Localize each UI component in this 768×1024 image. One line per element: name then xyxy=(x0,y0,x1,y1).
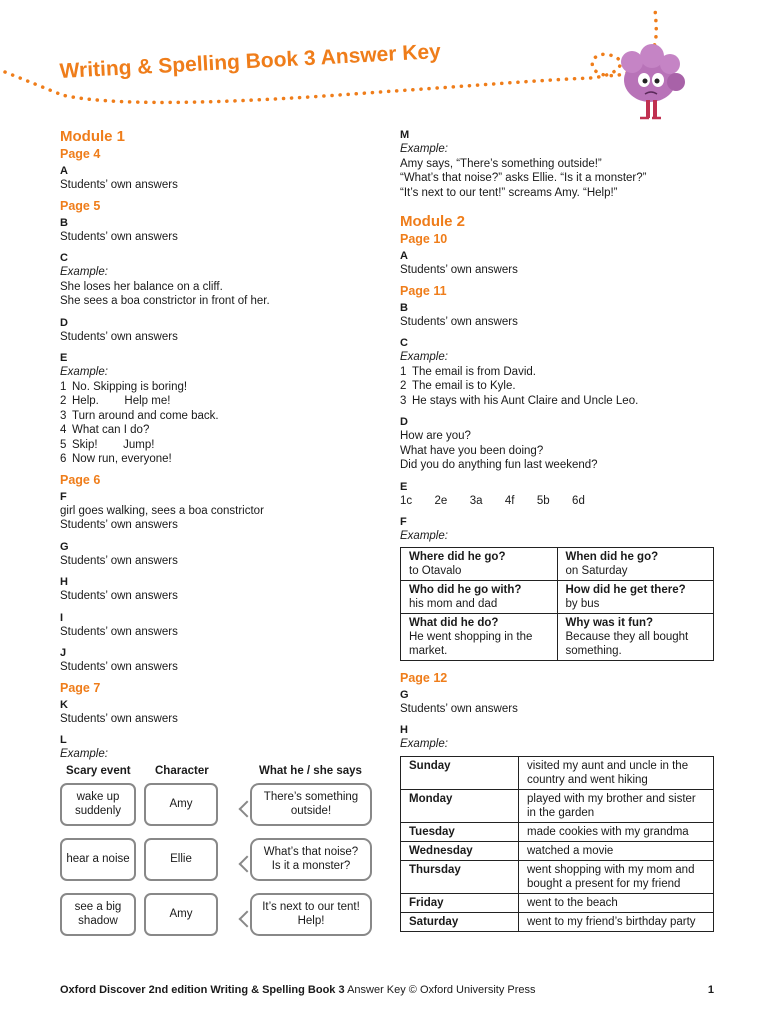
page-heading: Page 5 xyxy=(60,198,101,213)
character-box: Ellie xyxy=(144,838,218,881)
exercise-letter: M xyxy=(400,129,410,141)
numbered-item xyxy=(60,452,390,467)
item-number: 2 xyxy=(60,395,67,407)
item-number: 5 xyxy=(60,438,67,451)
answer-text: Students’ own answers xyxy=(60,179,178,191)
item-text: Now run, everyone! xyxy=(72,453,172,465)
day-cell: Friday xyxy=(401,893,519,912)
cell-answer: Because they all bought something. xyxy=(565,630,689,657)
cell-answer: his mom and dad xyxy=(409,597,498,610)
exercise-letter: G xyxy=(400,688,409,701)
question-answer-table xyxy=(400,547,714,661)
exercise-letter: F xyxy=(400,516,407,528)
answer-text: Students’ own answers xyxy=(400,315,518,328)
story-diagram xyxy=(60,764,380,940)
item-number: 3 xyxy=(60,409,67,422)
exercise-letter: G xyxy=(60,540,69,553)
speech-bubble: It’s next to our tent! Help! xyxy=(250,893,372,936)
exercise-letter: F xyxy=(60,490,67,503)
page-footer xyxy=(60,983,714,997)
answer-h xyxy=(400,723,730,932)
item-text: What can I do? xyxy=(72,424,150,436)
footer-brand: Oxford Discover 2nd edition Writing & Spelling Book 3 xyxy=(60,984,345,996)
item-text: He stays with his Aunt Claire and Uncle Leo. xyxy=(412,394,639,407)
purple-mascot-icon xyxy=(621,44,685,118)
left-column xyxy=(60,128,390,940)
answer-text: Students’ own answers xyxy=(60,554,178,567)
answer-a xyxy=(60,164,390,193)
event-box: see a big shadow xyxy=(60,893,136,936)
footer-credit: Answer Key © Oxford University Press xyxy=(347,984,536,996)
exercise-letter: L xyxy=(60,734,67,746)
exercise-letter: D xyxy=(60,316,68,329)
day-cell: Wednesday xyxy=(401,841,519,860)
example-label: Example: xyxy=(60,266,108,278)
table-row xyxy=(401,580,714,613)
answer-e xyxy=(400,480,730,509)
table-row xyxy=(401,822,714,841)
cell-answer: He went shopping in the market. xyxy=(409,630,533,657)
day-cell: Thursday xyxy=(401,860,519,893)
example-label: Example: xyxy=(60,366,108,378)
numbered-item xyxy=(60,380,390,395)
answer-g xyxy=(60,540,390,569)
numbered-item xyxy=(400,365,730,380)
activity-cell: visited my aunt and uncle in the country and went hiking xyxy=(519,756,714,789)
answer-i xyxy=(60,611,390,640)
example-label: Example: xyxy=(60,748,108,760)
activity-cell: went to my friend’s birthday party xyxy=(519,912,714,931)
exercise-letter: A xyxy=(400,250,408,262)
item-text: The email is from David. xyxy=(412,365,536,378)
answer-c xyxy=(60,251,390,309)
numbered-item xyxy=(400,394,730,409)
answer-text: Students’ own answers xyxy=(60,625,178,638)
answer-text: Students’ own answers xyxy=(60,661,178,673)
cell-answer: to Otavalo xyxy=(409,564,462,577)
event-box: wake up suddenly xyxy=(60,783,136,826)
cell-answer: by bus xyxy=(565,597,600,610)
item-text: No. Skipping is boring! xyxy=(72,380,188,393)
page-title: Writing & Spelling Book 3 Answer Key xyxy=(59,40,442,83)
table-row xyxy=(401,613,714,660)
activity-cell: played with my brother and sister in the garden xyxy=(519,789,714,822)
table-row xyxy=(401,912,714,931)
numbered-item xyxy=(60,394,390,409)
table-row xyxy=(401,841,714,860)
answer-text: Students’ own answers xyxy=(60,712,178,725)
example-label: Example: xyxy=(400,738,448,750)
exercise-letter: E xyxy=(400,480,408,493)
item-number: 2 xyxy=(400,380,407,392)
exercise-letter: C xyxy=(60,252,68,264)
week-table xyxy=(400,756,714,932)
diagram-header-says: What he / she says xyxy=(259,764,362,777)
cell-question: Where did he go? xyxy=(409,550,506,563)
item-text: Help. Help me! xyxy=(72,395,171,407)
answer-f xyxy=(400,515,730,661)
cell-answer: on Saturday xyxy=(565,564,628,577)
cell-question: When did he go? xyxy=(565,550,659,563)
example-label: Example: xyxy=(400,530,448,542)
answer-l xyxy=(60,733,390,940)
answer-h xyxy=(60,575,390,604)
numbered-item xyxy=(60,438,390,453)
exercise-letter: B xyxy=(400,301,408,314)
cell-question: What did he do? xyxy=(409,616,499,629)
example-label: Example: xyxy=(400,143,448,155)
item-number: 6 xyxy=(60,453,67,465)
item-text: Skip! Jump! xyxy=(72,438,155,451)
table-cell xyxy=(557,547,714,580)
cell-question: Why was it fun? xyxy=(565,616,654,629)
item-text: Turn around and come back. xyxy=(72,409,219,422)
event-box: hear a noise xyxy=(60,838,136,881)
day-cell: Tuesday xyxy=(401,822,519,841)
answer-m xyxy=(400,128,730,200)
answer-text: She loses her balance on a cliff. xyxy=(60,280,223,293)
answer-text: “What’s that noise?” asks Ellie. “Is it a monster?” xyxy=(400,172,647,184)
day-cell: Monday xyxy=(401,789,519,822)
table-row xyxy=(401,547,714,580)
exercise-letter: C xyxy=(400,337,408,349)
answer-text: Students’ own answers xyxy=(60,590,178,602)
exercise-letter: A xyxy=(60,165,68,177)
character-box: Amy xyxy=(144,893,218,936)
diagram-header-event: Scary event xyxy=(66,764,131,777)
page-heading: Page 11 xyxy=(400,283,447,298)
answer-c xyxy=(400,336,730,408)
exercise-letter: H xyxy=(400,724,408,736)
answer-text: girl goes walking, sees a boa constrictor xyxy=(60,504,264,517)
page-header xyxy=(0,0,768,120)
exercise-letter: D xyxy=(400,416,408,428)
character-box: Amy xyxy=(144,783,218,826)
day-cell: Saturday xyxy=(401,912,519,931)
item-text: The email is to Kyle. xyxy=(412,380,516,392)
exercise-letter: K xyxy=(60,698,68,711)
exercise-letter: J xyxy=(60,647,67,659)
numbered-item xyxy=(400,379,730,394)
answer-j xyxy=(60,646,390,675)
answer-text: Students’ own answers xyxy=(400,702,518,715)
answer-text: “It’s next to our tent!” screams Amy. “Help!” xyxy=(400,186,618,199)
table-cell xyxy=(401,613,558,660)
table-row xyxy=(401,860,714,893)
answer-text: How are you? xyxy=(400,430,471,442)
exercise-letter: H xyxy=(60,576,68,588)
answer-g xyxy=(400,688,730,717)
answer-text: What have you been doing? xyxy=(400,444,544,457)
module-heading: Module 2 xyxy=(400,213,466,230)
activity-cell: went shopping with my mom and bought a present for my friend xyxy=(519,860,714,893)
page-number: 1 xyxy=(707,984,714,996)
table-cell xyxy=(401,580,558,613)
item-number: 1 xyxy=(400,365,407,378)
table-cell xyxy=(557,580,714,613)
answer-text: Students’ own answers xyxy=(400,264,518,276)
table-row xyxy=(401,893,714,912)
header-graphic xyxy=(0,0,768,120)
page-heading: Page 12 xyxy=(400,670,448,685)
answer-d xyxy=(400,415,730,473)
module-heading: Module 1 xyxy=(60,128,126,145)
answer-b xyxy=(60,216,390,245)
page-heading: Page 6 xyxy=(60,472,101,487)
page-heading: Page 4 xyxy=(60,147,101,161)
answer-text: 1c 2e 3a 4f 5b 6d xyxy=(400,494,585,507)
page-heading: Page 7 xyxy=(60,680,101,695)
item-number: 4 xyxy=(60,424,67,436)
exercise-letter: B xyxy=(60,216,68,229)
speech-bubble: What’s that noise? Is it a monster? xyxy=(250,838,372,881)
answer-f xyxy=(60,490,390,533)
page-heading: Page 10 xyxy=(400,232,448,246)
table-cell xyxy=(401,547,558,580)
item-number: 1 xyxy=(60,380,67,393)
item-number: 3 xyxy=(400,394,407,407)
speech-bubble: There’s something outside! xyxy=(250,783,372,826)
answer-text: Students’ own answers xyxy=(60,230,178,243)
right-column xyxy=(400,128,730,932)
answer-text: She sees a boa constrictor in front of her. xyxy=(60,295,270,307)
numbered-item xyxy=(60,423,390,438)
answer-k xyxy=(60,698,390,727)
answer-d xyxy=(60,316,390,345)
answer-b xyxy=(400,301,730,330)
table-row xyxy=(401,756,714,789)
table-row xyxy=(401,789,714,822)
answer-text: Amy says, “There’s something outside!” xyxy=(400,157,602,170)
cell-question: Who did he go with? xyxy=(409,583,522,596)
diagram-header-character: Character xyxy=(155,764,209,777)
answer-e xyxy=(60,351,390,467)
numbered-item xyxy=(60,409,390,424)
example-label: Example: xyxy=(400,351,448,363)
activity-cell: made cookies with my grandma xyxy=(519,822,714,841)
answer-text: Did you do anything fun last weekend? xyxy=(400,459,598,471)
answer-a xyxy=(400,249,730,278)
cell-question: How did he get there? xyxy=(565,583,686,596)
table-cell xyxy=(557,613,714,660)
activity-cell: went to the beach xyxy=(519,893,714,912)
answer-text: Students’ own answers xyxy=(60,330,178,343)
day-cell: Sunday xyxy=(401,756,519,789)
activity-cell: watched a movie xyxy=(519,841,714,860)
exercise-letter: E xyxy=(60,352,68,364)
exercise-letter: I xyxy=(60,611,64,624)
answer-text: Students’ own answers xyxy=(60,519,178,531)
